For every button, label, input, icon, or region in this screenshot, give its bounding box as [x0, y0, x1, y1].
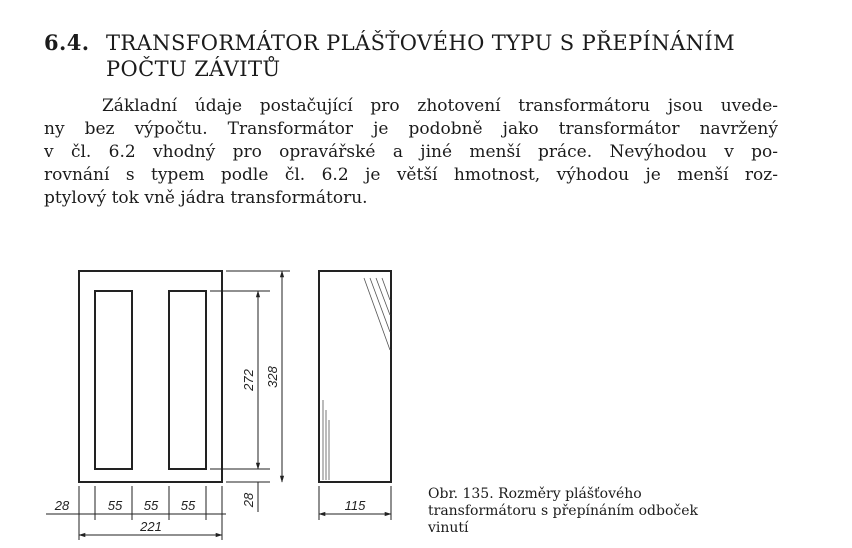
dim-total-width: 221	[140, 519, 162, 534]
body-paragraph	[44, 95, 778, 210]
dim-center-leg: 55	[143, 498, 159, 513]
window-right	[169, 291, 206, 469]
dim-stack-depth: 115	[344, 498, 366, 513]
section-number: 6.4.	[44, 30, 90, 55]
dim-window-2: 55	[180, 498, 196, 513]
side-view-outline	[319, 271, 391, 482]
lamination-hatching	[323, 278, 390, 480]
window-left	[95, 291, 132, 469]
core-side-view	[319, 271, 391, 482]
section-title-line-2: POČTU ZÁVITŮ	[106, 57, 281, 81]
paragraph-line: rovnání s typem podle čl. 6.2 je větší hmotnost, výhodou je menší roz-	[44, 165, 778, 185]
dim-window-1: 55	[107, 498, 123, 513]
dim-window-height: 272	[241, 369, 256, 391]
paragraph-line: Základní údaje postačující pro zhotovení transformátoru jsou uvede-	[102, 96, 778, 116]
paragraph-line: v čl. 6.2 vhodný pro opravářské a jiné menší práce. Nevýhodou v po-	[44, 142, 778, 162]
figure-caption	[428, 486, 808, 537]
dim-bottom-yoke: 28	[241, 492, 256, 508]
horizontal-dimensions	[46, 486, 391, 540]
caption-line: vinutí	[428, 520, 469, 536]
dim-left-margin: 28	[54, 498, 70, 513]
paragraph-line: ny bez výpočtu. Transformátor je podobně jako transformátor navržený	[44, 119, 778, 139]
paragraph-line: ptylový tok vně jádra transformátoru.	[44, 188, 368, 208]
dim-total-height: 328	[265, 366, 280, 388]
section-title-line-1: TRANSFORMÁTOR PLÁŠŤOVÉHO TYPU S PŘEPÍNÁNÍM	[106, 31, 736, 55]
caption-line: transformátoru s přepínáním odboček	[428, 503, 698, 519]
caption-line: Obr. 135. Rozměry plášťového	[428, 486, 642, 502]
core-front-view	[79, 271, 222, 482]
core-outline	[79, 271, 222, 482]
